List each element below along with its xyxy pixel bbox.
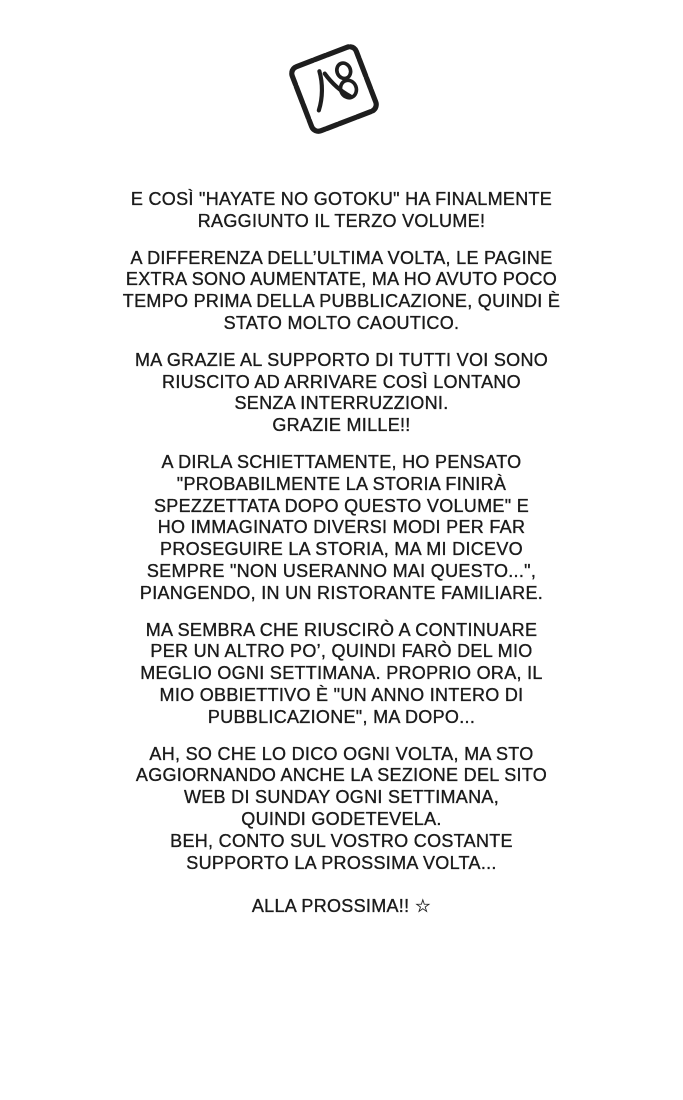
afterword-paragraph <box>40 744 643 875</box>
afterword-line: BEH, CONTO SUL VOSTRO COSTANTE <box>170 830 513 851</box>
closing-line: ALLA PROSSIMA!! ☆ <box>251 896 432 917</box>
afterword-paragraph <box>40 350 643 437</box>
afterword-line: QUINDI GODETEVELA. <box>241 808 442 829</box>
afterword-line: RIUSCITO AD ARRIVARE COSÌ LONTANO <box>162 371 521 392</box>
afterword-paragraph <box>40 896 643 918</box>
afterword-line: "PROBABILMENTE LA STORIA FINIRÀ <box>176 473 507 494</box>
afterword-paragraph <box>40 248 643 335</box>
afterword-line: RAGGIUNTO IL TERZO VOLUME! <box>197 210 486 231</box>
afterword-line: HO IMMAGINATO DIVERSI MODI PER FAR <box>157 517 526 538</box>
afterword-line: AGGIORNANDO ANCHE LA SEZIONE DEL SITO <box>135 765 548 786</box>
afterword-line: SEMPRE "NON USERANNO MAI QUESTO...", <box>146 560 537 581</box>
afterword-line: PROSEGUIRE LA STORIA, MA MI DICEVO <box>160 539 523 560</box>
afterword-line: A DIFFERENZA DELL’ULTIMA VOLTA, LE PAGINE <box>130 247 553 268</box>
afterword-paragraph <box>40 620 643 729</box>
afterword-line: SPEZZETTATA DOPO QUESTO VOLUME" E <box>153 495 529 516</box>
afterword-line: GRAZIE MILLE!! <box>272 415 411 436</box>
afterword-line: STATO MOLTO CAOUTICO. <box>223 312 460 333</box>
afterword-line: PIANGENDO, IN UN RISTORANTE FAMILIARE. <box>139 582 544 603</box>
afterword-line: MIO OBBIETTIVO È "UN ANNO INTERO DI <box>159 684 524 705</box>
afterword-line: AH, SO CHE LO DICO OGNI VOLTA, MA STO <box>149 743 534 764</box>
afterword-line: MA GRAZIE AL SUPPORTO DI TUTTI VOI SONO <box>134 349 549 370</box>
hanko-seal-icon <box>282 36 386 142</box>
afterword-line: MEGLIO OGNI SETTIMANA. PROPRIO ORA, IL <box>140 663 543 684</box>
afterword-text <box>40 189 643 933</box>
afterword-line: E COSÌ "HAYATE NO GOTOKU" HA FINALMENTE <box>130 189 553 209</box>
afterword-line: WEB DI SUNDAY OGNI SETTIMANA, <box>183 787 500 808</box>
afterword-line: A DIRLA SCHIETTAMENTE, HO PENSATO <box>161 451 522 472</box>
afterword-line: PUBBLICAZIONE", MA DOPO... <box>207 706 476 727</box>
afterword-line: TEMPO PRIMA DELLA PUBBLICAZIONE, QUINDI È <box>122 291 561 312</box>
afterword-paragraph <box>40 189 643 233</box>
afterword-line: SENZA INTERRUZZIONI. <box>234 393 449 414</box>
afterword-line: SUPPORTO LA PROSSIMA VOLTA... <box>186 852 497 873</box>
afterword-paragraph <box>40 452 643 605</box>
afterword-line: PER UN ALTRO PO’, QUINDI FARÒ DEL MIO <box>150 641 533 662</box>
afterword-line: EXTRA SONO AUMENTATE, MA HO AVUTO POCO <box>125 269 558 290</box>
afterword-line: MA SEMBRA CHE RIUSCIRÒ A CONTINUARE <box>145 619 538 640</box>
